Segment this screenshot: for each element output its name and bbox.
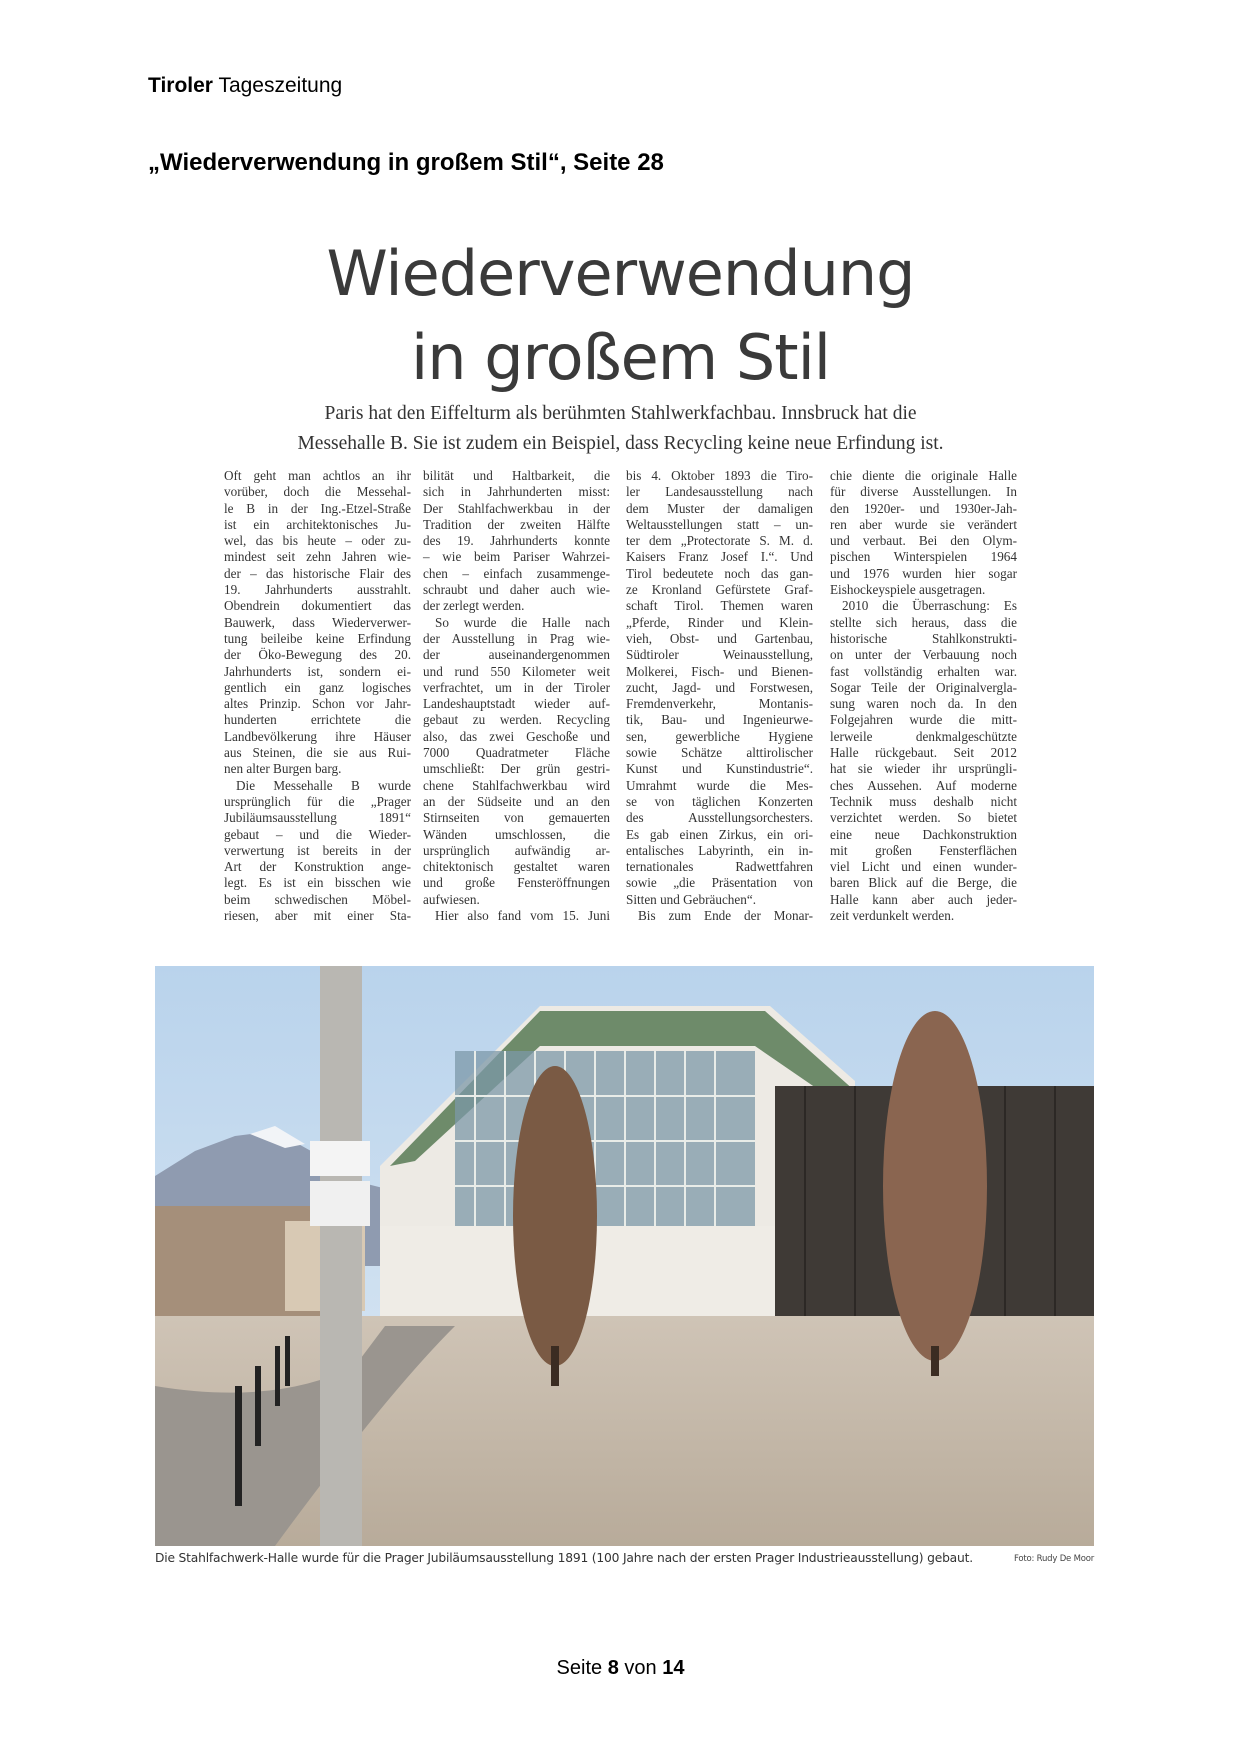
- article-text-line: altes Prinzip. Schon vor Jahr-: [224, 696, 411, 712]
- article-text-line: chen – einfach zusammenge-: [423, 565, 610, 581]
- article-text-line: stellte sich heraus, dass die: [830, 614, 1017, 630]
- article-text-line: ter dem „Protectorate S. M. d.: [626, 533, 813, 549]
- article-text-line: mit großen Fensterflächen: [830, 842, 1017, 858]
- article-text-line: dem Muster der damaligen: [626, 500, 813, 516]
- article-text-line: hunderten errichtete die: [224, 712, 411, 728]
- article-photo: [155, 966, 1094, 1546]
- article-text-line: sowie „die Präsentation von: [626, 875, 813, 891]
- article-text-line: chene Stahlfachwerkbau wird: [423, 777, 610, 793]
- document-title: „Wiederverwendung in großem Stil“, Seite 28: [148, 149, 664, 176]
- article-text-line: Obendrein dokumentiert das: [224, 598, 411, 614]
- headline-line: Wiederverwendung: [326, 237, 915, 310]
- article-text-line: verwertung ist bereits in der: [224, 842, 411, 858]
- article-text-line: Kunst und Kunstindustrie“.: [626, 761, 813, 777]
- article-text-line: und verbaut. Bei den Olym-: [830, 533, 1017, 549]
- article-text-line: gebaut – und die Wieder-: [224, 826, 411, 842]
- page-label: Seite: [556, 1657, 603, 1679]
- article-text-line: nen alter Burgen barg.: [224, 761, 342, 777]
- article-text-line: se von täglichen Konzerten: [626, 793, 813, 809]
- article-text-line: der auseinandergenommen: [423, 647, 610, 663]
- article-text-line: vorüber, doch die Messehal-: [224, 484, 411, 500]
- article-text-line: verfrachtet, um in der Tiroler: [423, 679, 610, 695]
- article-text-line: Kaisers Franz Josef I.“. Und: [626, 549, 813, 565]
- article-text-line: Südtiroler Weinausstellung,: [626, 647, 813, 663]
- article-text-line: ze Kronland Gefürstete Graf-: [626, 582, 813, 598]
- article-text-line: der zerlegt werden.: [423, 598, 525, 614]
- article-text-line: Wänden umschlossen, die: [423, 826, 610, 842]
- article-text-line: und große Fensteröffnungen: [423, 875, 610, 891]
- article-text-line: chie diente die originale Halle: [830, 468, 1017, 483]
- article-text-line: beim schwedischen Möbel-: [224, 891, 411, 907]
- article-text-line: Es gab einen Zirkus, ein ori-: [626, 826, 813, 842]
- total-pages: 14: [662, 1657, 685, 1679]
- article-text-line: für diverse Ausstellungen. In: [830, 484, 1017, 500]
- subhead-line: Messehalle B. Sie ist zudem ein Beispiel, dass Recycling keine neue Erfindung ist.: [297, 433, 944, 454]
- article-text-line: zeit verdunkelt werden.: [830, 908, 955, 924]
- article-text-line: Technik muss deshalb nicht: [830, 793, 1017, 809]
- article-text-line: baren Blick auf die Berge, die: [830, 875, 1017, 891]
- article-text-line: – wie beim Pariser Wahrzei-: [423, 549, 610, 565]
- article-text-line: des 19. Jahrhunderts konnte: [423, 533, 610, 549]
- article-text-line: vieh, Obst- und Gartenbau,: [626, 630, 813, 646]
- article-text-line: Halle kann aber auch jeder-: [830, 891, 1017, 907]
- headline-line: in großem Stil: [410, 321, 831, 394]
- article-text-line: verzichtet werden. So bietet: [830, 810, 1017, 826]
- article-text-line: lerweile denkmalgeschützte: [830, 728, 1017, 744]
- article-text-line: ursprünglich für die „Prager: [224, 793, 411, 809]
- article-text-line: Jubiläumsausstellung 1891“: [224, 810, 411, 826]
- article-text-line: Tirol bedeutete noch das gan-: [626, 565, 813, 581]
- article-text-line: der – das historische Flair des: [224, 565, 411, 581]
- photo-credit: Foto: Rudy De Moor: [1013, 1554, 1094, 1564]
- article-text-line: schraubt und daher auch wie-: [423, 582, 610, 598]
- article-text-line: legt. Es ist ein bisschen wie: [224, 875, 411, 891]
- article-text-line: mindest seit zehn Jahren wie-: [224, 549, 411, 565]
- article-text-line: sowie Schätze alttirolischer: [626, 745, 813, 761]
- article-text-line: 19. Jahrhunderts ausstrahlt.: [224, 582, 411, 598]
- article-text-line: Tradition der zweiten Hälfte: [423, 516, 610, 532]
- article-text-line: 7000 Quadratmeter Fläche: [423, 745, 610, 761]
- article-text-line: Molkerei, Fisch- und Bienen-: [626, 663, 813, 679]
- article-text-line: eine neue Dachkonstruktion: [830, 826, 1017, 842]
- article-text-line: fast vollständig erhalten war.: [830, 663, 1017, 679]
- article-text-line: und 1976 wurden hier sogar: [830, 565, 1017, 581]
- article-text-line: umschließt: Der grün gestri-: [423, 761, 610, 777]
- article-text-line: zucht, Jagd- und Forstwesen,: [626, 679, 813, 695]
- article-text-line: wel, das bis heute – oder zu-: [224, 533, 411, 549]
- article-text-line: aus Steinen, die sie aus Rui-: [224, 745, 411, 761]
- exhibition-hall-photo: [155, 966, 1094, 1546]
- article-text-line: Bis zum Ende der Monar-: [638, 908, 813, 924]
- article-text-line: pischen Winterspielen 1964: [830, 549, 1017, 565]
- article-text-line: des Ausstellungsorchesters.: [626, 810, 813, 826]
- article-text-line: hat sie wieder ihr ursprüngli-: [830, 761, 1017, 777]
- article-text-line: tung beileibe keine Erfindung: [224, 630, 411, 646]
- publication-name: [148, 74, 342, 98]
- article-text-line: der Öko-Bewegung des 20.: [224, 647, 411, 663]
- article-text-line: ist ein architektonisches Ju-: [224, 516, 411, 532]
- article-text-line: ursprünglich aufwändig ar-: [423, 842, 610, 858]
- article-column-2: [423, 468, 610, 924]
- caption-text: Die Stahlfachwerk-Halle wurde für die Prager Jubiläumsausstellung 1891 (100 Jahre nach der ersten Prager Industrieausstellung) gebaut.: [155, 1551, 973, 1565]
- article-text-line: Sogar Teile der Originalvergla-: [830, 679, 1017, 695]
- article-text-line: also, das zwei Geschoße und: [423, 728, 610, 744]
- article-text-line: sung waren noch da. In den: [830, 696, 1017, 712]
- article-text-line: bis 4. Oktober 1893 die Tiro-: [626, 468, 813, 483]
- article-text-line: 2010 die Überraschung: Es: [842, 598, 1017, 614]
- article-text-line: den 1920er- und 1930er-Jah-: [830, 500, 1017, 516]
- article-text-line: Landeshauptstadt wieder auf-: [423, 696, 610, 712]
- article-text-line: Weltausstellungen statt – un-: [626, 516, 813, 532]
- article-text-line: Landbevölkerung ihre Häuser: [224, 728, 411, 744]
- article-text-line: Umrahmt wurde die Mes-: [626, 777, 813, 793]
- article-text-line: tik, Bau- und Ingenieurwe-: [626, 712, 813, 728]
- page-of-label: von: [624, 1657, 657, 1679]
- article-text-line: on unter der Verbauung noch: [830, 647, 1017, 663]
- photo-caption: [155, 1551, 1094, 1565]
- article-text-line: Art der Konstruktion ange-: [224, 859, 411, 875]
- publication-name-bold: Tiroler: [148, 74, 213, 97]
- article-text-line: Jahrhunderts ist, sondern ei-: [224, 663, 411, 679]
- subhead-line: Paris hat den Eiffelturm als berühmten Stahlwerkfachbau. Innsbruck hat die: [324, 403, 917, 424]
- article-text-line: Eishockeyspiele ausgetragen.: [830, 582, 986, 598]
- article-text-line: Folgejahren wurde die mitt-: [830, 712, 1017, 728]
- article-text-line: chitektonisch gestaltet waren: [423, 859, 610, 875]
- article-text-line: riesen, aber mit einer Sta-: [224, 908, 411, 924]
- article-text-line: Bauwerk, dass Wiederverwer-: [224, 614, 411, 630]
- article-column-3: [626, 468, 813, 924]
- article-text-line: ler Landesausstellung nach: [626, 484, 813, 500]
- article-text-line: schaft Tirol. Themen waren: [626, 598, 813, 614]
- article-column-4: [830, 468, 1017, 924]
- article-text-line: Hier also fand vom 15. Juni: [435, 908, 610, 924]
- article-text-line: „Pferde, Rinder und Klein-: [626, 614, 813, 630]
- article-text-line: gentlich ein ganz logisches: [224, 679, 411, 695]
- article-subhead: [0, 399, 1241, 459]
- article-text-line: Halle rückgebaut. Seit 2012: [830, 745, 1017, 761]
- article-text-line: ternationales Radwettfahren: [626, 859, 813, 875]
- article-text-line: an der Südseite und an den: [423, 793, 610, 809]
- article-text-line: und rund 550 Kilometer weit: [423, 663, 610, 679]
- article-text-line: entalisches Labyrinth, ein in-: [626, 842, 813, 858]
- article-text-line: So wurde die Halle nach: [435, 614, 610, 630]
- article-text-line: sich in Jahrhunderten misst:: [423, 484, 610, 500]
- article-column-1: [224, 468, 411, 924]
- publication-name-rest: Tageszeitung: [218, 74, 343, 97]
- article-text-line: ren aber wurde sie verändert: [830, 516, 1017, 532]
- article-text-line: aufwiesen.: [423, 891, 480, 907]
- article-text-line: sen, gewerbliche Hygiene: [626, 728, 813, 744]
- article-text-line: gebaut zu werden. Recycling: [423, 712, 610, 728]
- article-text-line: Oft geht man achtlos an ihr: [224, 468, 411, 483]
- article-text-line: Fremdenverkehr, Montanis-: [626, 696, 813, 712]
- article-text-line: Sitten und Gebräuchen“.: [626, 891, 757, 907]
- current-page: 8: [607, 1657, 619, 1679]
- article-text-line: viel Licht und einen wunder-: [830, 859, 1017, 875]
- article-text-line: historische Stahlkonstrukti-: [830, 630, 1017, 646]
- page-number: [0, 1657, 1241, 1680]
- article-text-line: bilität und Haltbarkeit, die: [423, 468, 610, 483]
- article-text-line: Stirnseiten von gemauerten: [423, 810, 610, 826]
- article-text-line: der Ausstellung in Prag wie-: [423, 630, 610, 646]
- article-text-line: le B in der Ing.-Etzel-Straße: [224, 500, 411, 516]
- article-text-line: ches Aussehen. Auf moderne: [830, 777, 1017, 793]
- article-headline: [0, 232, 1241, 400]
- article-text-line: Die Messehalle B wurde: [236, 777, 411, 793]
- article-text-line: Der Stahlfachwerkbau in der: [423, 500, 610, 516]
